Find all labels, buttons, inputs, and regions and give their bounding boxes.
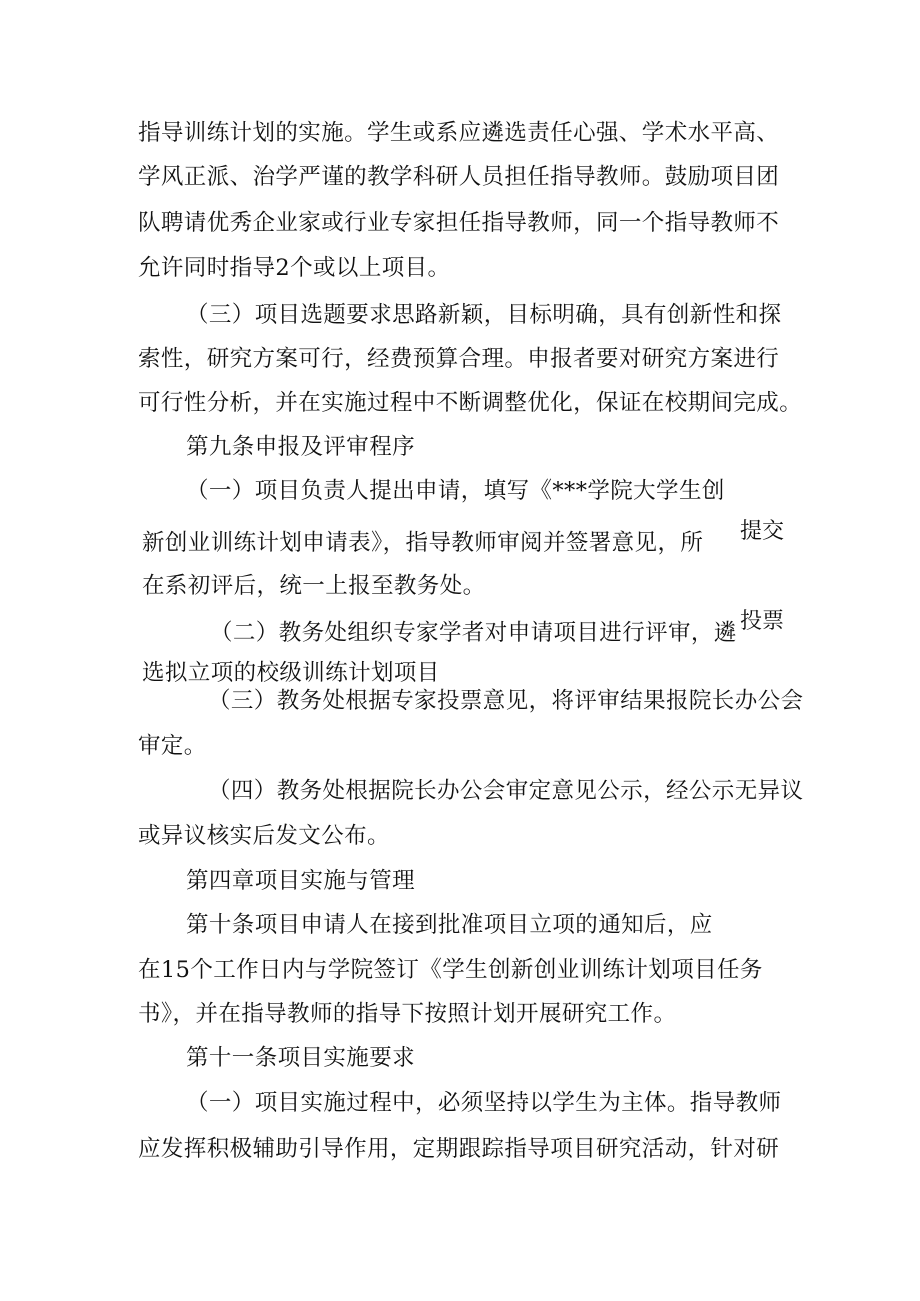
body-line: 在15个工作日内与学院签订《学生创新创业训练计划项目任务 bbox=[138, 957, 763, 983]
body-line: 书》，并在指导教师的指导下按照计划开展研究工作。 bbox=[138, 1001, 677, 1027]
chapter-heading: 第四章项目实施与管理 bbox=[186, 868, 416, 894]
body-line: 在系初评后，统一上报至教务处。 bbox=[142, 573, 486, 599]
body-line: 允许同时指导2个或以上项目。 bbox=[138, 255, 451, 281]
body-line: （三）项目选题要求思路新颖，目标明确，具有创新性和探 bbox=[186, 302, 782, 328]
body-line: 新创业训练计划申请表》，指导教师审阅并签署意见，所 bbox=[142, 530, 704, 556]
section-heading: 第十一条项目实施要求 bbox=[186, 1045, 416, 1071]
body-line: 或异议核实后发文公布。 bbox=[138, 823, 390, 849]
body-line: 索性，研究方案可行，经费预算合理。申报者要对研究方案进行 bbox=[138, 346, 780, 372]
side-note: 投票 bbox=[740, 609, 785, 634]
body-line: （二）教务处组织专家学者对申请项目进行评审，遴 bbox=[210, 620, 737, 646]
section-heading: 第九条申报及评审程序 bbox=[186, 434, 416, 460]
section-heading: 第十条项目申请人在接到批准项目立项的通知后，应 bbox=[186, 912, 713, 938]
body-line: （一）项目实施过程中，必须坚持以学生为主体。指导教师 bbox=[186, 1090, 782, 1116]
body-line: 学风正派、治学严谨的教学科研人员担任指导教师。鼓励项目团 bbox=[138, 164, 780, 190]
body-line: 应发挥积极辅助引导作用，定期跟踪指导项目研究活动，针对研 bbox=[138, 1136, 780, 1162]
side-note: 提交 bbox=[740, 519, 785, 544]
body-line: 队聘请优秀企业家或行业专家担任指导教师，同一个指导教师不 bbox=[138, 210, 780, 236]
body-line: 可行性分析，并在实施过程中不断调整优化，保证在校期间完成。 bbox=[138, 390, 803, 416]
body-line: 指导训练计划的实施。学生或系应遴选责任心强、学术水平高、 bbox=[138, 120, 780, 146]
body-line: （四）教务处根据院长办公会审定意见公示，经公示无异议 bbox=[208, 778, 804, 804]
body-line: （三）教务处根据专家投票意见，将评审结果报院长办公会 bbox=[208, 688, 804, 714]
body-line: （一）项目负责人提出申请，填写《***学院大学生创 bbox=[186, 478, 725, 504]
clipped-line-region bbox=[0, 658, 920, 686]
clipped-body-line: 选拟立项的校级训练计划项目 bbox=[142, 660, 440, 686]
body-line: 审定。 bbox=[138, 733, 207, 759]
